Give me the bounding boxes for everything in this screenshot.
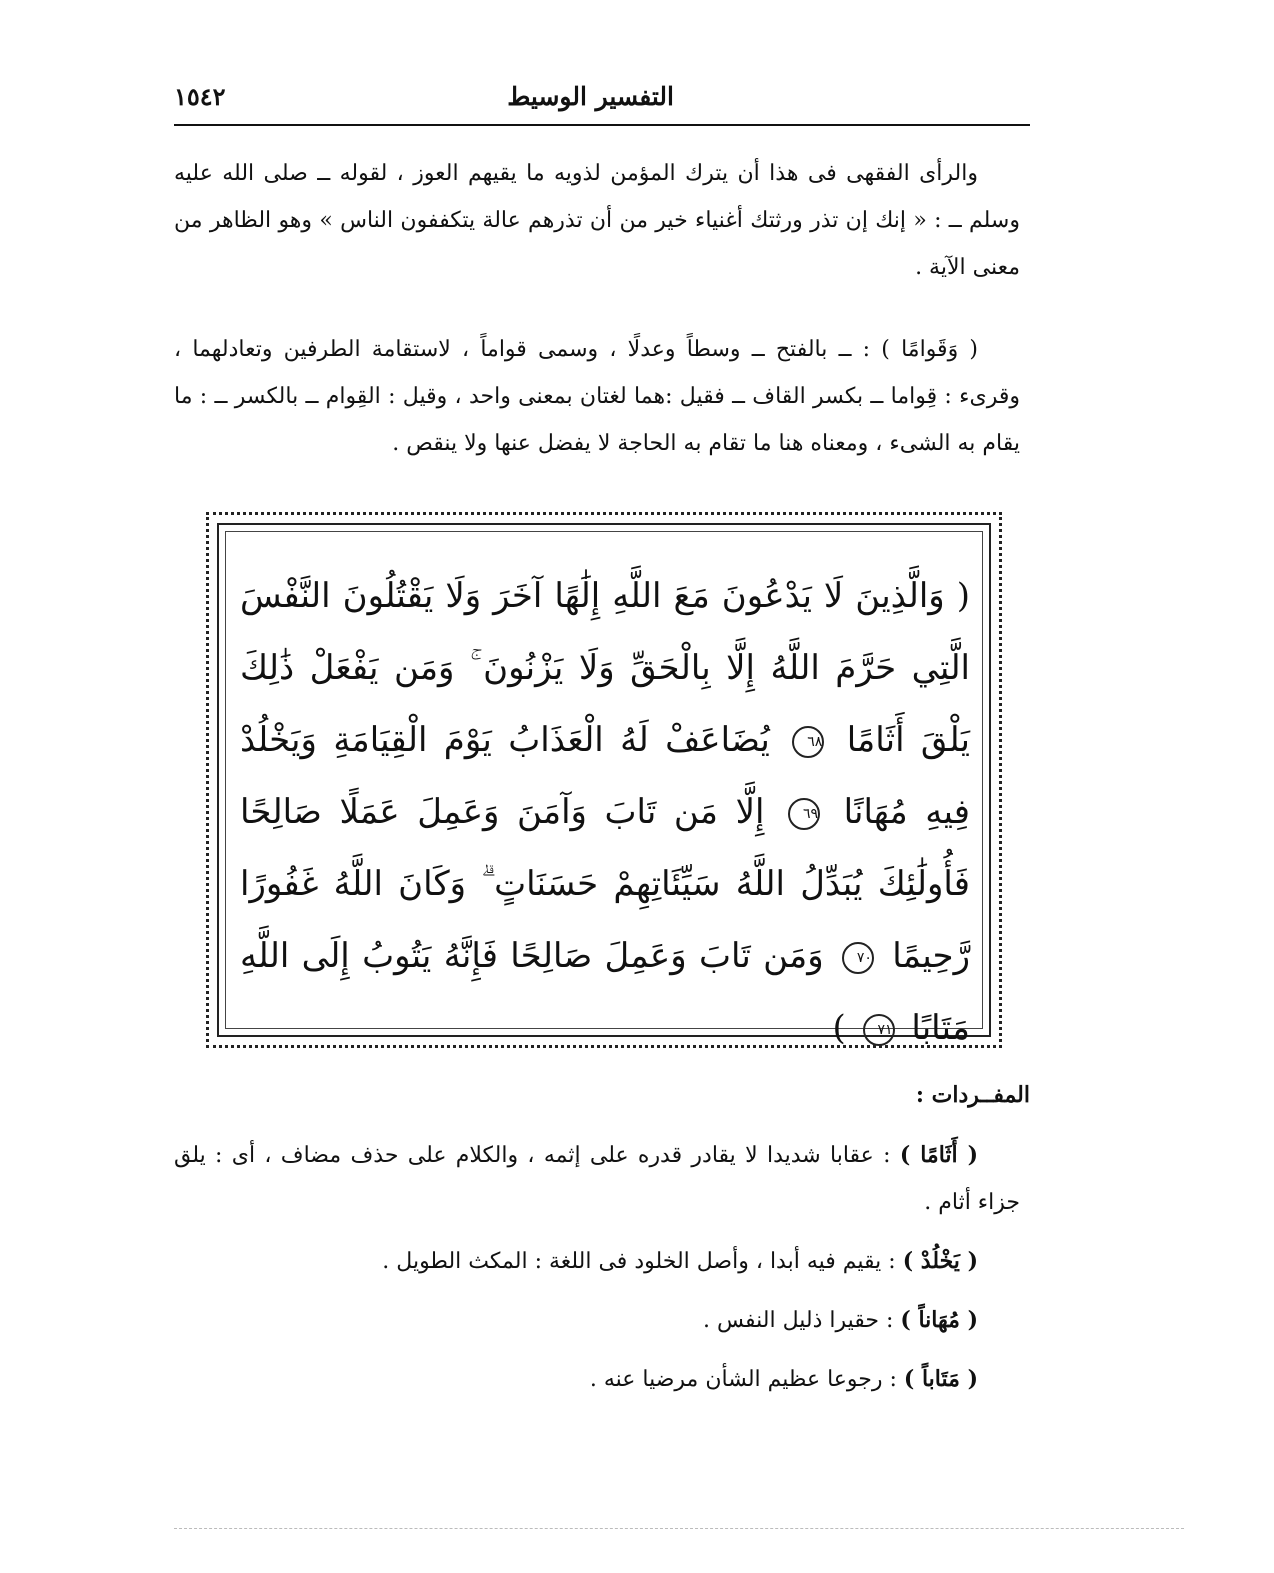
vocabulary-term: ( مَتَاباً ) bbox=[903, 1366, 978, 1392]
ayah-number-70: ٧٠ bbox=[842, 942, 874, 974]
paragraph-fiqh-opinion bbox=[174, 150, 1020, 291]
verse-70-text: إِلَّا مَن تَابَ وَآمَنَ وَعَمِلَ عَمَلًا صَالِحًا فَأُولَٰئِكَ يُبَدِّلُ اللَّهُ سَيِّئَاتِهِمْ حَسَنَاتٍ ۗ وَكَانَ اللَّهُ غَفُورًا رَّحِيمًا bbox=[240, 792, 970, 976]
header-rule bbox=[174, 124, 1030, 126]
vocabulary-term: ( أَثَامًا ) bbox=[899, 1142, 979, 1168]
vocabulary-heading: المفــردات : bbox=[915, 1082, 1030, 1108]
verse-close-bracket: ) bbox=[832, 1008, 846, 1048]
quran-verses bbox=[240, 560, 970, 1064]
verse-71-text: وَمَن تَابَ وَعَمِلَ صَالِحًا فَإِنَّهُ يَتُوبُ إِلَى اللَّهِ مَتَابًا bbox=[240, 936, 970, 1048]
paragraph-text: ( وَقَوامًا ) : ــ بالفتح ــ وسطاً وعدلًا ، وسمى قواماً ، لاستقامة الطرفين وتعادلهما ، وقرىء : قِواما ــ بكسر القاف ــ فقيل :هما لغتان بمعنى واحد ، وقيل : القِوام ــ بالكسر ــ : ما يقام به الشىء ، ومعناه هنا ما تقام به الحاجة لا يفضل عنها ولا ينقص . bbox=[174, 337, 1020, 456]
vocabulary-term: ( مُهَاناً ) bbox=[900, 1307, 978, 1333]
vocabulary-item bbox=[174, 1297, 1020, 1344]
vocabulary-definition: : حقيرا ذليل النفس . bbox=[702, 1308, 901, 1333]
running-header bbox=[174, 78, 1030, 120]
vocabulary-term: ( يَخْلُدْ ) bbox=[902, 1248, 978, 1274]
ayah-number-69: ٦٩ bbox=[788, 798, 820, 830]
vocabulary-definition: : يقيم فيه أبدا ، وأصل الخلود فى اللغة : المكث الطويل . bbox=[382, 1249, 903, 1274]
verse-open-bracket: ( bbox=[956, 576, 970, 616]
vocabulary-item bbox=[174, 1132, 1020, 1226]
verse-69-text: يُضَاعَفْ لَهُ الْعَذَابُ يَوْمَ الْقِيَامَةِ وَيَخْلُدْ فِيهِ مُهَانًا bbox=[240, 720, 971, 832]
vocabulary-item bbox=[174, 1238, 1020, 1285]
vocabulary-item bbox=[174, 1356, 1020, 1403]
page-number: ١٥٤٢ bbox=[174, 82, 226, 111]
ayah-number-68: ٦٨ bbox=[792, 726, 824, 758]
vocabulary-definition: : رجوعا عظيم الشأن مرضيا عنه . bbox=[589, 1367, 904, 1392]
header-title: التفسير الوسيط bbox=[507, 82, 674, 111]
paragraph-qawama bbox=[174, 326, 1020, 467]
vocabulary-list bbox=[174, 1132, 1020, 1415]
verse-68-text: وَالَّذِينَ لَا يَدْعُونَ مَعَ اللَّهِ إِلَٰهًا آخَرَ وَلَا يَقْتُلُونَ النَّفْسَ الَّتِي حَرَّمَ اللَّهُ إِلَّا بِالْحَقِّ وَلَا يَزْنُونَ ۚ وَمَن يَفْعَلْ ذَٰلِكَ يَلْقَ أَثَامًا bbox=[240, 576, 970, 760]
bottom-scan-line bbox=[174, 1528, 1184, 1529]
vocabulary-definition: : عقابا شديدا لا يقادر قدره على إثمه ، والكلام على حذف مضاف ، أى : يلق جزاء أثام . bbox=[174, 1143, 1020, 1215]
ayah-number-71: ٧١ bbox=[863, 1014, 895, 1046]
paragraph-text: والرأى الفقهى فى هذا أن يترك المؤمن لذويه ما يقيهم العوز ، لقوله ــ صلى الله عليه وسلم ــ : « إنك إن تذر ورثتك أغنياء خير من أن تذرهم عالة يتكففون الناس » وهو الظاهر من معنى الآية . bbox=[174, 161, 1020, 280]
